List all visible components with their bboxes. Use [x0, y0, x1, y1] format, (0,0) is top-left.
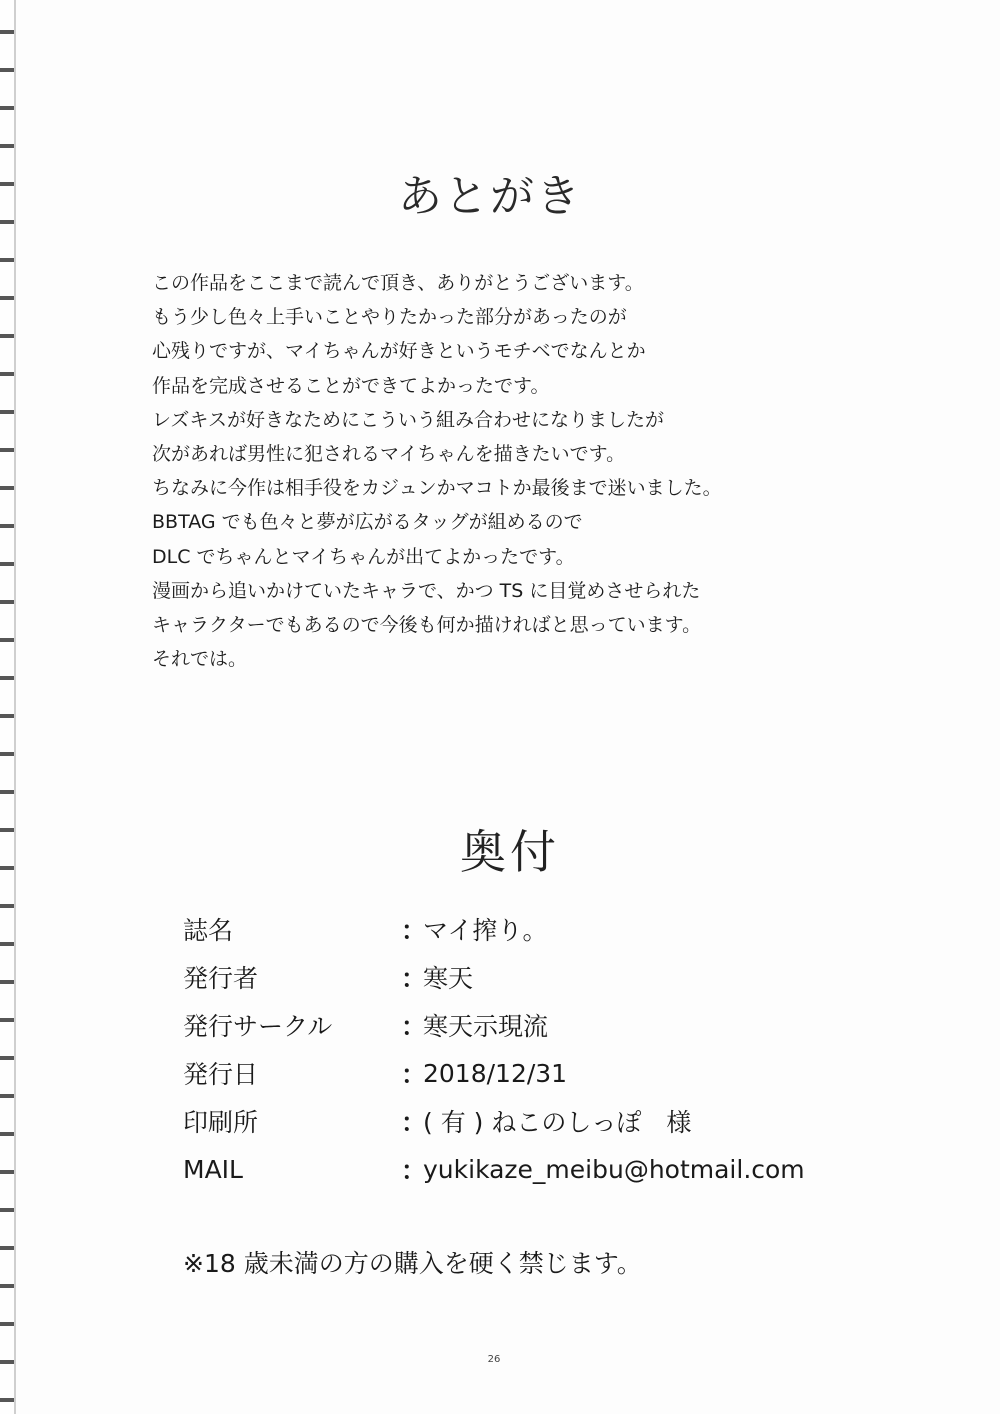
colophon-label: 印刷所	[183, 1108, 259, 1137]
colophon-value: 2018/12/31	[423, 1058, 568, 1088]
colophon-separator: ：	[401, 1108, 427, 1137]
colophon-separator: ：	[401, 1156, 427, 1185]
colophon-value: 寒天示現流	[423, 1012, 549, 1041]
afterword-line: レズキスが好きなためにこういう組み合わせになりましたが	[152, 408, 665, 431]
afterword-line: 心残りですが、マイちゃんが好きというモチベでなんとか	[152, 340, 646, 363]
colophon-separator: ：	[401, 1060, 427, 1089]
afterword-line: DLC でちゃんとマイちゃんが出てよかったです。	[152, 545, 575, 568]
colophon-separator: ：	[401, 1012, 427, 1041]
colophon-value: ( 有 ) ねこのしっぽ 様	[423, 1108, 692, 1137]
colophon-row-mail	[183, 1145, 823, 1193]
colophon-label: 発行者	[183, 964, 259, 993]
colophon-title: 奥付	[460, 825, 560, 879]
afterword-line: この作品をここまで読んで頂き、ありがとうございます。	[152, 272, 644, 294]
colophon-separator: ：	[401, 964, 427, 993]
afterword-line: ちなみに今作は相手役をカジュンかマコトか最後まで迷いました。	[152, 477, 722, 500]
colophon-table	[183, 905, 823, 1193]
afterword-line: 次があれば男性に犯されるマイちゃんを描きたいです。	[152, 442, 626, 465]
afterword-line: もう少し色々上手いことやりたかった部分があったのが	[152, 306, 627, 329]
page-number: 26	[487, 1354, 501, 1365]
afterword-line: 漫画から追いかけていたキャラで、かつ TS に目覚めさせられた	[152, 579, 701, 602]
afterword-line: キャラクターでもあるので今後も何か描ければと思っています。	[152, 613, 702, 636]
afterword-body	[152, 266, 872, 676]
colophon-label: MAIL	[183, 1154, 243, 1184]
colophon-row-publisher	[183, 953, 823, 1001]
age-restriction-notice: ※18 歳未満の方の購入を硬く禁じます。	[183, 1249, 642, 1278]
afterword-line: 作品を完成させることができてよかったです。	[152, 374, 550, 397]
colophon-value: マイ搾り。	[423, 916, 548, 945]
colophon-email: yukikaze_meibu@hotmail.com	[423, 1154, 805, 1184]
colophon-label: 発行サークル	[183, 1012, 333, 1041]
colophon-row-printer	[183, 1097, 823, 1145]
afterword-line: それでは。	[152, 648, 248, 671]
colophon-row-date	[183, 1049, 823, 1097]
afterword-line: BBTAG でも色々と夢が広がるタッグが組めるので	[152, 511, 583, 534]
colophon-row-title	[183, 905, 823, 953]
colophon-label: 発行日	[183, 1060, 259, 1089]
colophon-separator: ：	[401, 916, 427, 945]
colophon-value: 寒天	[423, 964, 474, 993]
colophon-row-circle	[183, 1001, 823, 1049]
colophon-label: 誌名	[183, 916, 234, 945]
afterword-title: あとがき	[398, 171, 582, 222]
